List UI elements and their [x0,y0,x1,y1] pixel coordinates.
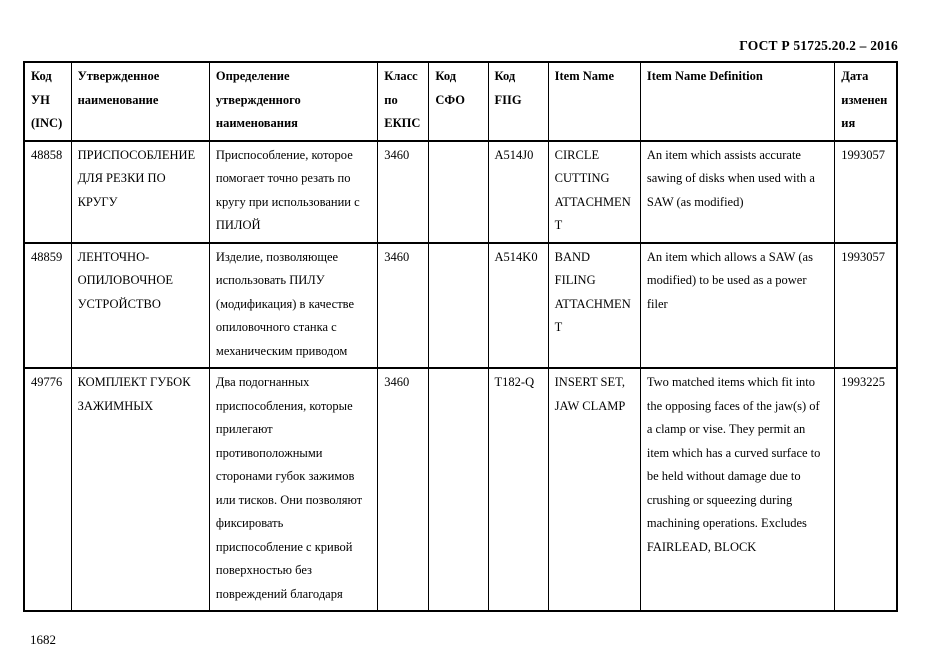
cell-approved-name-definition: Два подогнанных приспособления, которые прилегают противоположными сторонами губок зажимов или тисков. Они позволяют фиксировать приспособление с кривой поверхностью без повреждений благодаря [209,368,377,611]
cell-sfo-code [429,141,488,243]
cell-fiig-code: T182-Q [488,368,548,611]
cell-item-name-definition: Two matched items which fit into the opposing faces of the jaw(s) of a clamp or vise. They permit an item which has a curved surface to be held without damage due to crushing or squeezing during machining operations. Excludes FAIRLEAD, BLOCK [640,368,834,611]
cell-fiig-code: A514K0 [488,243,548,369]
col-header-ekps-class: Класс по ЕКПС [378,62,429,141]
table-row [24,243,897,369]
cell-inc-code: 48859 [24,243,71,369]
standard-designation: ГОСТ Р 51725.20.2 – 2016 [739,38,898,53]
table-row [24,141,897,243]
col-header-sfo-code: Код СФО [429,62,488,141]
cell-sfo-code [429,243,488,369]
cell-ekps-class: 3460 [378,141,429,243]
cell-item-name: BAND FILING ATTACHMENT [548,243,640,369]
cell-item-name: CIRCLE CUTTING ATTACHMENT [548,141,640,243]
cell-item-name: INSERT SET, JAW CLAMP [548,368,640,611]
inc-codes-table [23,61,898,612]
cell-approved-name-definition: Изделие, позволяющее использовать ПИЛУ (модификация) в качестве опиловочного станка с механическим приводом [209,243,377,369]
cell-approved-name: ЛЕНТОЧНО-ОПИЛОВОЧНОЕ УСТРОЙСТВО [71,243,209,369]
cell-item-name-definition: An item which assists accurate sawing of disks when used with a SAW (as modified) [640,141,834,243]
col-header-item-name-definition: Item Name Definition [640,62,834,141]
cell-inc-code: 49776 [24,368,71,611]
page-number: 1682 [30,632,56,647]
cell-fiig-code: A514J0 [488,141,548,243]
cell-inc-code: 48858 [24,141,71,243]
cell-ekps-class: 3460 [378,368,429,611]
table-header-row [24,62,897,141]
cell-change-date: 1993225 [835,368,897,611]
cell-item-name-definition: An item which allows a SAW (as modified) to be used as a power filer [640,243,834,369]
col-header-change-date: Дата изменения [835,62,897,141]
col-header-item-name: Item Name [548,62,640,141]
cell-approved-name: ПРИСПОСОБЛЕНИЕ ДЛЯ РЕЗКИ ПО КРУГУ [71,141,209,243]
col-header-inc-code: Код УН (INC) [24,62,71,141]
cell-change-date: 1993057 [835,243,897,369]
col-header-approved-name: Утвержденное наименование [71,62,209,141]
cell-approved-name: КОМПЛЕКТ ГУБОК ЗАЖИМНЫХ [71,368,209,611]
col-header-fiig-code: Код FIIG [488,62,548,141]
col-header-approved-name-definition: Определение утвержденного наименования [209,62,377,141]
table-row [24,368,897,611]
cell-change-date: 1993057 [835,141,897,243]
cell-ekps-class: 3460 [378,243,429,369]
cell-approved-name-definition: Приспособление, которое помогает точно резать по кругу при использовании с ПИЛОЙ [209,141,377,243]
cell-sfo-code [429,368,488,611]
